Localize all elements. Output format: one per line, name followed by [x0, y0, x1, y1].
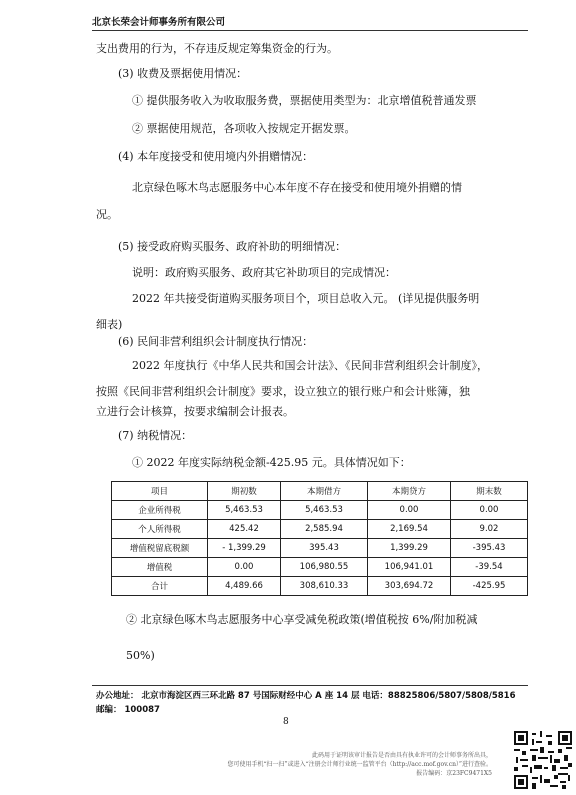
- footer-address: 办公地址： 北京市海淀区西三环北路 87 号国际财经中心 A 座 14 层 电话：88825806/5807/5808/5816: [96, 691, 516, 701]
- table-cell: 0.00: [208, 558, 281, 577]
- section-4-text: 北京绿色啄木鸟志愿服务中心本年度不存在接受和使用境外捐赠的情: [132, 181, 462, 194]
- footer-rule: [92, 685, 528, 686]
- table-cell: 425.42: [208, 520, 281, 539]
- header-rule: [92, 30, 528, 31]
- table-cell: 106,980.55: [281, 558, 368, 577]
- table-cell: 9.02: [451, 520, 528, 539]
- table-cell: 1,399.29: [368, 539, 451, 558]
- table-cell: -425.95: [451, 577, 528, 596]
- section-7-heading: (7) 纳税情况：: [118, 429, 193, 442]
- table-row: [112, 501, 528, 520]
- page-number: 8: [283, 717, 289, 727]
- column-header: 项目: [112, 482, 208, 501]
- table-cell: 395.43: [281, 539, 368, 558]
- table-row-total: [112, 577, 528, 596]
- section-6-heading: (6) 民间非营利组织会计制度执行情况：: [118, 335, 314, 348]
- section-6-text: 立进行会计核算，按要求编制会计报表。: [96, 405, 294, 418]
- table-cell: -39.54: [451, 558, 528, 577]
- section-5-text: 说明：政府购买服务、政府其它补助项目的完成情况：: [132, 266, 396, 279]
- tax-table: [111, 481, 528, 596]
- section-6-text: 按照《民间非营利组织会计制度》要求，设立独立的银行账户和会计账簿，独: [96, 385, 470, 398]
- body-line: 支出费用的行为，不存违反规定筹集资金的行为。: [96, 42, 338, 55]
- tax-table-header-row: [112, 482, 528, 501]
- firm-name-header: 北京长荣会计师事务所有限公司: [92, 17, 226, 28]
- column-header: 本期借方: [281, 482, 368, 501]
- table-cell: 0.00: [368, 501, 451, 520]
- table-cell: 2,585.94: [281, 520, 368, 539]
- qr-code-icon[interactable]: [514, 731, 572, 789]
- section-4-heading: (4) 本年度接受和使用境内外捐赠情况：: [118, 150, 314, 163]
- section-5-text: 细表): [96, 318, 123, 331]
- table-cell: 4,489.66: [208, 577, 281, 596]
- table-row: [112, 539, 528, 558]
- table-cell: 0.00: [451, 501, 528, 520]
- section-3-heading: (3) 收费及票据使用情况：: [118, 67, 248, 80]
- section-5-text: 2022 年共接受街道购买服务项目个，项目总收入元。 (详见提供服务明: [132, 292, 480, 305]
- table-cell: - 1,399.29: [208, 539, 281, 558]
- section-7-item-2: 50%): [126, 649, 155, 662]
- verification-note: 此码用于证明该审计报告是否由具有执业许可的会计师事务所出具，: [311, 752, 492, 759]
- section-4-text: 况。: [96, 208, 118, 221]
- table-cell: 5,463.53: [208, 501, 281, 520]
- table-cell: 308,610.33: [281, 577, 368, 596]
- column-header: 本期贷方: [368, 482, 451, 501]
- table-cell: 合计: [112, 577, 208, 596]
- section-3-item-2: ② 票据使用规范，各项收入按规定开据发票。: [132, 122, 356, 135]
- table-row: [112, 520, 528, 539]
- table-cell: -395.43: [451, 539, 528, 558]
- verification-note: 您可使用手机“扫一扫”或进入“注册会计师行业统一监管平台（http://acc.mof.gov.cn）”进行查验。: [227, 761, 492, 768]
- footer-postcode: 邮编： 100087: [96, 705, 160, 715]
- table-cell: 5,463.53: [281, 501, 368, 520]
- column-header: 期末数: [451, 482, 528, 501]
- section-6-text: 2022 年度执行《中华人民共和国会计法》、《民间非营利组织会计制度》，: [132, 359, 488, 372]
- section-3-item-1: ① 提供服务收入为收取服务费，票据使用类型为：北京增值税普通发票: [132, 94, 477, 107]
- section-7-item-1: ① 2022 年度实际纳税金额-425.95 元。具体情况如下：: [132, 456, 411, 469]
- report-code: 报告编码：京23FC9471X5: [416, 770, 492, 777]
- table-cell: 106,941.01: [368, 558, 451, 577]
- table-cell: 增值税: [112, 558, 208, 577]
- table-cell: 增值税留底税额: [112, 539, 208, 558]
- section-5-heading: (5) 接受政府购买服务、政府补助的明细情况：: [118, 240, 347, 253]
- column-header: 期初数: [208, 482, 281, 501]
- section-7-item-2: ② 北京绿色啄木鸟志愿服务中心享受减免税政策(增值税按 6%/附加税减: [126, 613, 478, 626]
- table-cell: 2,169.54: [368, 520, 451, 539]
- table-row: [112, 558, 528, 577]
- table-cell: 企业所得税: [112, 501, 208, 520]
- table-cell: 个人所得税: [112, 520, 208, 539]
- table-cell: 303,694.72: [368, 577, 451, 596]
